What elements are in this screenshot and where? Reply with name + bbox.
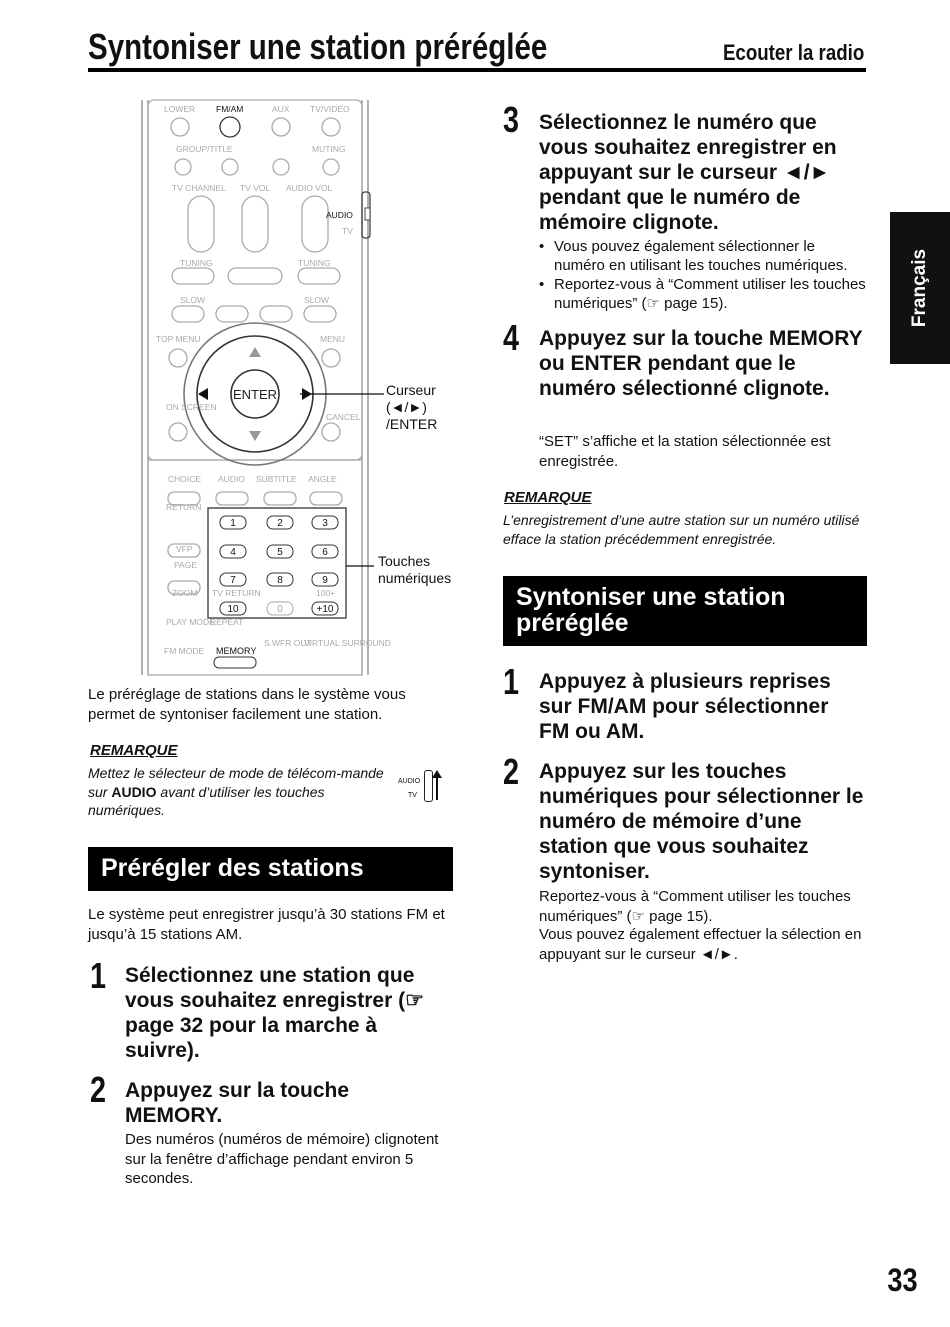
remote-key-label: PAGE — [174, 560, 197, 570]
language-tab — [890, 212, 950, 364]
intro-paragraph: Le préréglage de stations dans le système vous permet de syntoniser facilement une station. — [88, 686, 406, 723]
remote-key-label: REPEAT — [210, 617, 244, 627]
num-key-label: 9 — [322, 575, 328, 586]
enter-key-label: ENTER — [232, 387, 278, 402]
remote-key-label: ON SCREEN — [166, 402, 217, 412]
remote-key-label: AUX — [272, 104, 290, 114]
note-heading-left: REMARQUE — [90, 742, 178, 759]
list-item: • Reportez-vous à “Comment utiliser les touches numériques” (☞ page 15). — [539, 275, 869, 313]
remote-key-label: SUBTITLE — [256, 474, 297, 484]
remote-key-label: MENU — [320, 334, 346, 344]
remote-key-label: SLOW — [304, 295, 330, 305]
capacity-paragraph: Le système peut enregistrer jusqu’à 30 stations FM et jusqu’à 15 stations AM. — [88, 906, 445, 943]
num-key-label: 6 — [322, 547, 328, 558]
remote-key-label: TV/VIDEO — [310, 104, 350, 114]
remote-key-label: TV — [342, 226, 353, 236]
num-key-label: 3 — [322, 518, 328, 529]
remote-key-label: VIRTUAL SURROUND — [304, 638, 391, 648]
bullet-list — [539, 237, 869, 313]
remote-key-label: AUDIO — [326, 210, 353, 220]
callout-numeric-label: Touches numériques — [378, 553, 452, 586]
page-number: 33 — [887, 1262, 918, 1298]
remote-key-label: AUDIO VOL — [286, 183, 333, 193]
num-key-label: 0 — [277, 604, 283, 615]
remote-key-label: TUNING — [180, 258, 213, 268]
num-key-label: +10 — [316, 604, 334, 615]
num-key-label: 5 — [277, 547, 283, 558]
step-body: Reportez-vous à “Comment utiliser les touches numériques” (☞ page 15). — [539, 888, 851, 925]
section-title: Ecouter la radio — [722, 40, 864, 65]
memory-key-label: MEMORY — [216, 646, 257, 656]
remote-key-label: TV VOL — [240, 183, 271, 193]
list-item: • Vous pouvez également sélectionner le numéro en utilisant les touches numériques. — [539, 237, 869, 275]
remote-key-label: TOP MENU — [156, 334, 201, 344]
step-heading: Appuyez sur la touche MEMORY ou ENTER pendant que le numéro sélectionné clignote. — [539, 327, 863, 400]
remote-key-label: FM MODE — [164, 646, 205, 656]
remote-key-label: ANGLE — [308, 474, 337, 484]
mode-switch-icon: AUDIO TV — [398, 766, 448, 806]
remote-key-label: RETURN — [166, 502, 202, 512]
remote-key-label: LOWER — [164, 104, 196, 114]
remote-key-label: TV CHANNEL — [172, 183, 226, 193]
banner-syntoniser: Syntoniser une station préréglée — [503, 576, 867, 646]
banner-preregler: Prérégler des stations — [88, 847, 453, 891]
note-text-left: Mettez le sélecteur de mode de télécom-mande sur AUDIO avant d’utiliser les touches numériques. — [88, 765, 384, 818]
remote-key-label: SLOW — [180, 295, 206, 305]
step-number: 3 — [503, 99, 520, 140]
remote-key-label: PLAY MODE — [166, 617, 215, 627]
down-arrow-icon — [249, 431, 261, 441]
step-number: 2 — [503, 751, 520, 792]
remote-key-label: 100+ — [316, 588, 336, 598]
step-heading: Appuyez à plusieurs reprises sur FM/AM pour sélectionner FM ou AM. — [539, 670, 831, 743]
header-rule — [88, 68, 866, 72]
remote-key-label: CANCEL — [326, 412, 361, 422]
page-title: Syntoniser une station préréglée — [88, 26, 548, 67]
note-text-right: L’enregistrement d’une autre station sur un numéro utilisé efface la station précédemment enregistrée. — [503, 512, 860, 547]
num-key-label: 7 — [230, 575, 236, 586]
step-number: 1 — [503, 661, 520, 702]
step-heading: Sélectionnez une station que vous souhaitez enregistrer (☞ page 32 pour la marche à suivre). — [125, 964, 424, 1062]
remote-key-label: CHOICE — [168, 474, 202, 484]
step-heading: Appuyez sur les touches numériques pour sélectionner le numéro de mémoire d’une station que vous souhaitez syntoniser. — [539, 760, 864, 883]
step-number: 1 — [90, 955, 107, 996]
remote-key-label: AUDIO — [218, 474, 245, 484]
num-key-label: 10 — [227, 604, 239, 615]
remote-key-label: ZOOM — [172, 588, 198, 598]
callout-lines — [300, 380, 390, 580]
remote-key-label: TV RETURN — [212, 588, 261, 598]
step-body: Des numéros (numéros de mémoire) clignotent sur la fenêtre d’affichage pendant environ 5 secondes. — [125, 1131, 439, 1187]
language-tab-label: Français — [909, 248, 930, 328]
remote-key-label: VFP — [176, 544, 193, 554]
num-key-label: 8 — [277, 575, 283, 586]
num-key-label: 4 — [230, 547, 236, 558]
left-arrow-icon — [198, 388, 208, 400]
remote-key-label: S.WFR OUT — [264, 638, 312, 648]
step-body: “SET” s’affiche et la station sélectionnée est enregistrée. — [539, 433, 831, 470]
step-number: 4 — [503, 317, 520, 358]
step-heading: Appuyez sur la touche MEMORY. — [125, 1079, 350, 1127]
up-arrow-icon — [249, 347, 261, 357]
num-key-label: 2 — [277, 518, 283, 529]
remote-key-label: FM/AM — [216, 104, 244, 114]
callout-cursor-label: Curseur (◄/►) /ENTER — [386, 382, 438, 432]
step-number: 2 — [90, 1069, 107, 1110]
remote-key-label: TUNING — [298, 258, 331, 268]
note-heading-right: REMARQUE — [504, 489, 592, 506]
step-body: Vous pouvez également effectuer la sélection en appuyant sur le curseur ◄/►. — [539, 926, 862, 963]
num-key-label: 1 — [230, 518, 236, 529]
remote-key-label: MUTING — [312, 144, 346, 154]
remote-key-label: GROUP/TITLE — [176, 144, 233, 154]
step-heading: Sélectionnez le numéro que vous souhaitez enregistrer en appuyant sur le curseur ◄/► pendant que le numéro de mémoire clignote. — [539, 111, 837, 234]
